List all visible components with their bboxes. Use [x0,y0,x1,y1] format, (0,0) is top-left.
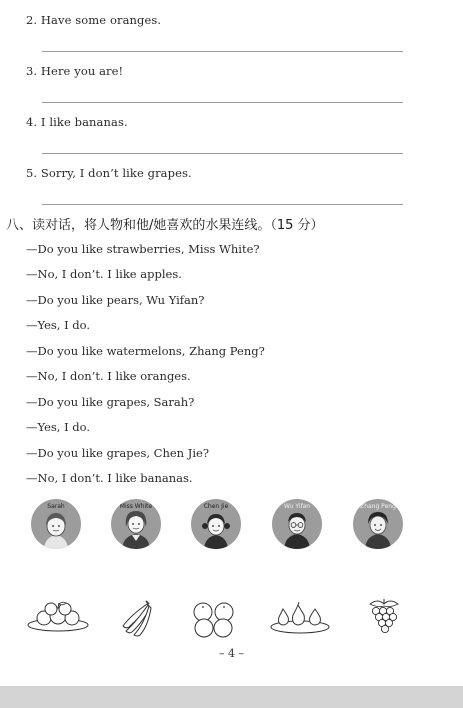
dialog-line-2: —No, I don’t. I like apples. [26,267,182,281]
dialog-line-5: —Do you like watermelons, Zhang Peng? [26,344,265,358]
avatar-sarah[interactable] [31,499,81,549]
grapes-icon[interactable] [360,596,408,640]
question-2: 2. Have some oranges. [26,13,162,27]
answer-line-3[interactable] [42,102,403,103]
page-number: – 4 – [219,647,244,660]
pears-plate-icon[interactable] [269,600,331,636]
answer-line-5[interactable] [42,204,403,205]
bananas-icon[interactable] [118,598,158,638]
section-title: 八、读对话，将人物和他/她喜欢的水果连线。（15 分） [6,218,324,233]
dialog-line-8: —Yes, I do. [26,420,91,434]
dialog-line-6: —No, I don’t. I like oranges. [26,369,191,383]
dialog-line-4: —Yes, I do. [26,318,91,332]
dialog-line-9: —Do you like grapes, Chen Jie? [26,446,209,460]
oranges-icon[interactable] [188,598,240,638]
answer-line-2[interactable] [42,51,403,52]
question-5: 5. Sorry, I don’t like grapes. [26,166,192,180]
answer-line-4[interactable] [42,153,403,154]
dialog-line-1: —Do you like strawberries, Miss White? [26,242,260,256]
avatar-zhang-peng[interactable] [353,499,403,549]
question-4: 4. I like bananas. [26,115,128,129]
avatar-name-chen-jie: Chen Jie [203,503,229,510]
avatar-name-zhang-peng: Zhang Peng [360,503,396,510]
apples-plate-icon[interactable] [26,598,90,634]
question-3: 3. Here you are! [26,64,124,78]
dialog-line-3: —Do you like pears, Wu Yifan? [26,293,205,307]
avatar-name-miss-white: Miss White [119,503,153,510]
bottom-bar [0,686,463,708]
avatar-name-sarah: Sarah [47,503,65,510]
dialog-line-7: —Do you like grapes, Sarah? [26,395,195,409]
avatar-name-wu-yifan: Wu Yifan [283,503,311,510]
avatar-wu-yifan[interactable] [272,499,322,549]
avatar-miss-white[interactable] [111,499,161,549]
avatar-chen-jie[interactable] [191,499,241,549]
dialog-line-10: —No, I don’t. I like bananas. [26,471,193,485]
